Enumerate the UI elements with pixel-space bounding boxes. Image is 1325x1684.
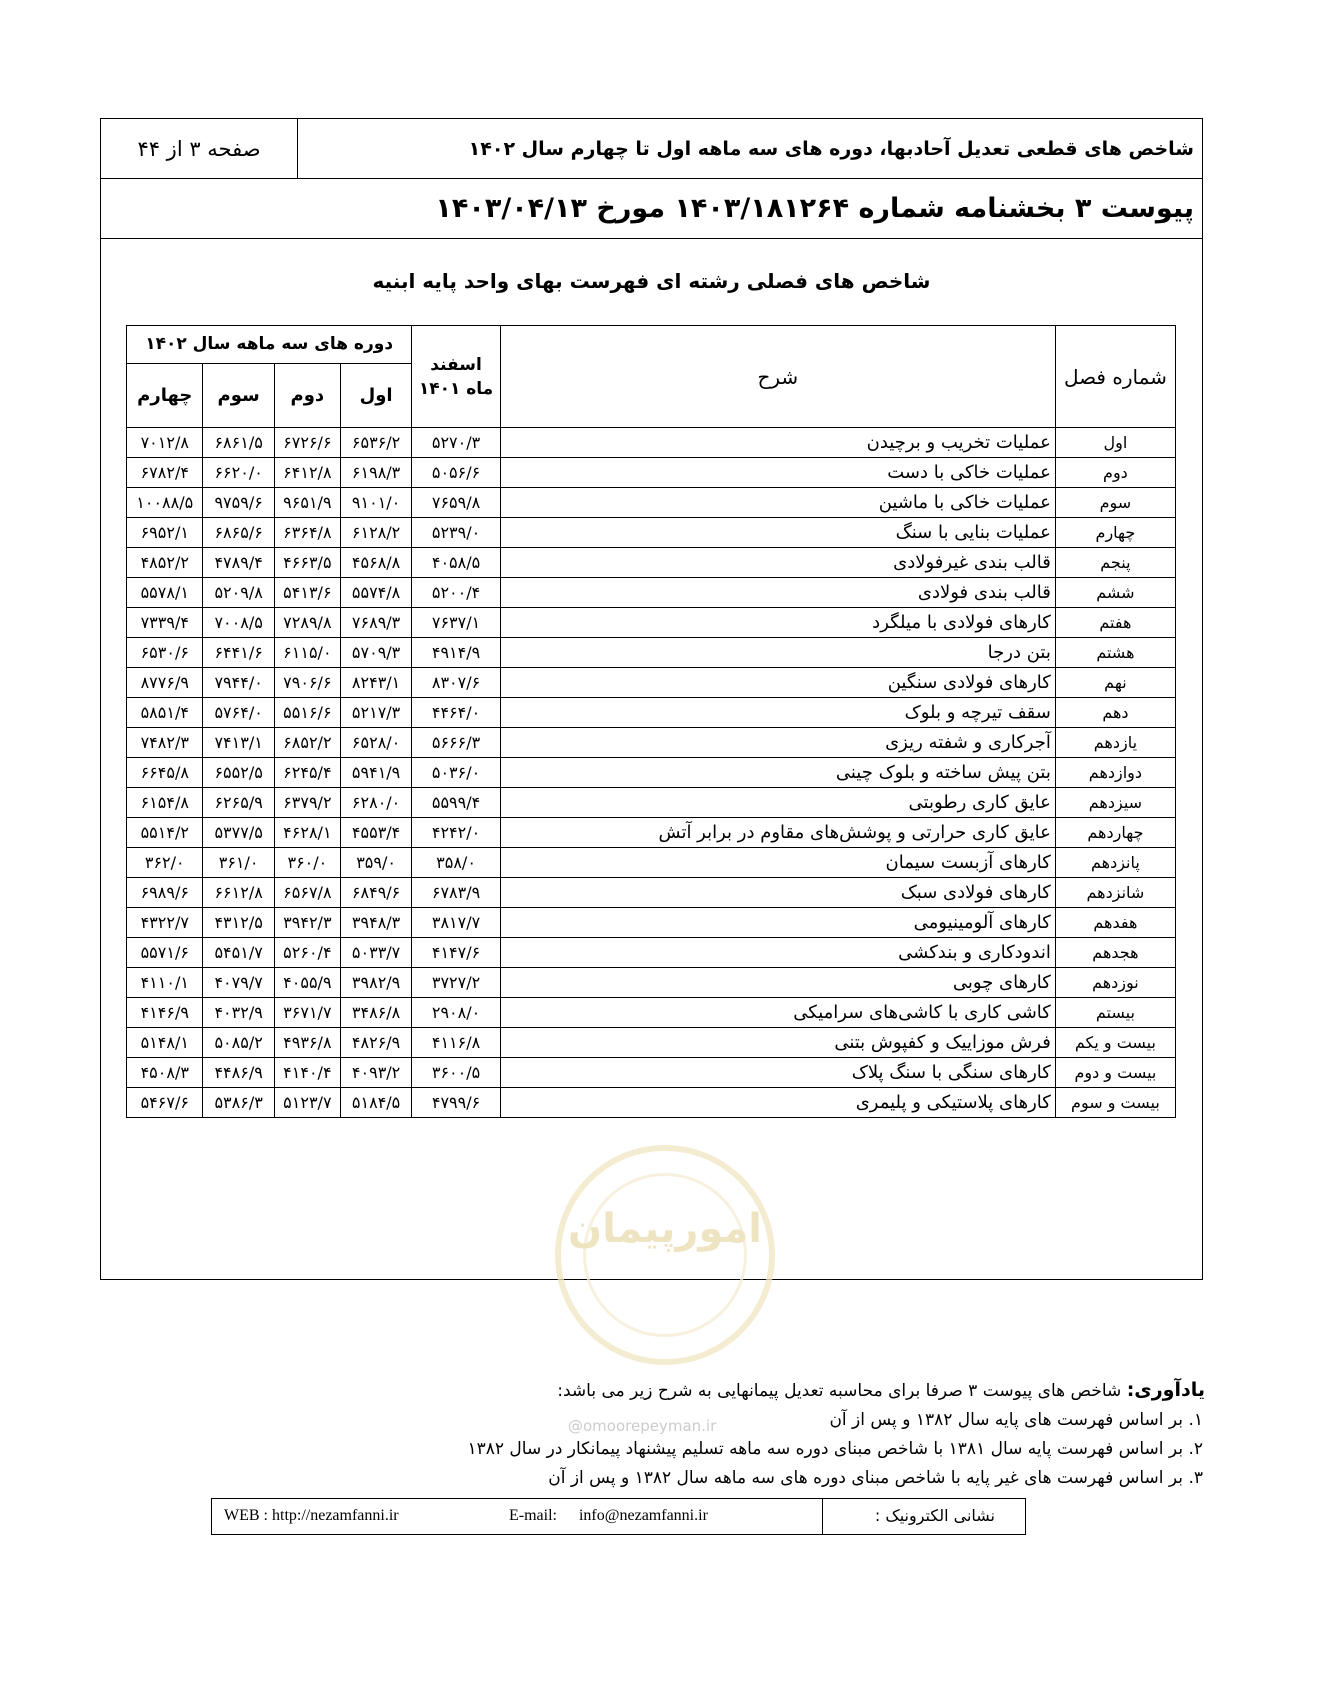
watermark-url: @omoorepeyman.ir (568, 1417, 717, 1435)
notes-intro: شاخص های پیوست ۳ صرفا برای محاسبه تعدیل پیمانهایی به شرح زیر می باشد: (557, 1381, 1127, 1401)
description-cell: آجرکاری و شفته ریزی (500, 728, 1055, 758)
chapter-cell: ششم (1055, 578, 1175, 608)
q4-value-cell: ۵۸۵۱/۴ (127, 698, 203, 728)
q4-value-cell: ۴۱۱۰/۱ (127, 968, 203, 998)
description-cell: کارهای فولادی با میلگرد (500, 608, 1055, 638)
base-value-cell: ۴۱۱۶/۸ (412, 1028, 501, 1058)
q2-value-cell: ۶۳۶۴/۸ (274, 518, 340, 548)
base-value-cell: ۳۵۸/۰ (412, 848, 501, 878)
note-item: ۳. بر اساس فهرست های غیر پایه با شاخص مبنای دوره های سه ماهه سال ۱۳۸۲ و پس از آن (548, 1468, 1203, 1488)
q3-value-cell: ۶۵۵۲/۵ (203, 758, 274, 788)
chapter-cell: سیزدهم (1055, 788, 1175, 818)
header-base-month: اسفند ماه ۱۴۰۱ (412, 326, 501, 428)
table-row (127, 848, 1176, 878)
q4-value-cell: ۴۱۴۶/۹ (127, 998, 203, 1028)
index-table (126, 325, 1176, 1118)
description-cell: کارهای آلومینیومی (500, 908, 1055, 938)
q1-value-cell: ۳۴۸۶/۸ (340, 998, 411, 1028)
q3-value-cell: ۵۳۸۶/۳ (203, 1088, 274, 1118)
footer-email-block (487, 1499, 708, 1533)
q1-value-cell: ۴۸۲۶/۹ (340, 1028, 411, 1058)
q1-value-cell: ۳۵۹/۰ (340, 848, 411, 878)
header-q2: دوم (274, 364, 340, 428)
chapter-cell: بیست و دوم (1055, 1058, 1175, 1088)
header-q4: چهارم (127, 364, 203, 428)
base-value-cell: ۴۱۴۷/۶ (412, 938, 501, 968)
table-title: شاخص های فصلی رشته ای فهرست بهای واحد پایه ابنیه (372, 269, 931, 293)
q4-value-cell: ۶۹۵۲/۱ (127, 518, 203, 548)
q1-value-cell: ۴۰۹۳/۲ (340, 1058, 411, 1088)
base-value-cell: ۴۲۴۲/۰ (412, 818, 501, 848)
table-row (127, 968, 1176, 998)
q1-value-cell: ۶۲۸۰/۰ (340, 788, 411, 818)
base-value-cell: ۴۹۱۴/۹ (412, 638, 501, 668)
q4-value-cell: ۶۶۴۵/۸ (127, 758, 203, 788)
description-cell: عملیات خاکی با ماشین (500, 488, 1055, 518)
q1-value-cell: ۹۱۰۱/۰ (340, 488, 411, 518)
chapter-cell: پنجم (1055, 548, 1175, 578)
q2-value-cell: ۵۵۱۶/۶ (274, 698, 340, 728)
header-q3: سوم (203, 364, 274, 428)
q2-value-cell: ۶۸۵۲/۲ (274, 728, 340, 758)
table-row (127, 428, 1176, 458)
table-row (127, 998, 1176, 1028)
description-cell: عایق کاری حرارتی و پوشش‌های مقاوم در برابر آتش (500, 818, 1055, 848)
q2-value-cell: ۴۰۵۵/۹ (274, 968, 340, 998)
q4-value-cell: ۵۵۷۱/۶ (127, 938, 203, 968)
base-value-cell: ۳۶۰۰/۵ (412, 1058, 501, 1088)
q2-value-cell: ۶۲۴۵/۴ (274, 758, 340, 788)
description-cell: کارهای پلاستیکی و پلیمری (500, 1088, 1055, 1118)
chapter-cell: بیست و یکم (1055, 1028, 1175, 1058)
chapter-cell: دهم (1055, 698, 1175, 728)
q4-value-cell: ۶۵۳۰/۶ (127, 638, 203, 668)
q1-value-cell: ۳۹۸۲/۹ (340, 968, 411, 998)
chapter-cell: هفدهم (1055, 908, 1175, 938)
q3-value-cell: ۶۶۲۰/۰ (203, 458, 274, 488)
q1-value-cell: ۶۱۲۸/۲ (340, 518, 411, 548)
base-value-cell: ۶۷۸۳/۹ (412, 878, 501, 908)
q3-value-cell: ۵۳۷۷/۵ (203, 818, 274, 848)
base-value-cell: ۵۵۹۹/۴ (412, 788, 501, 818)
description-cell: سقف تیرچه و بلوک (500, 698, 1055, 728)
watermark-logo-text: امورپیمان (568, 1206, 762, 1252)
description-cell: کارهای سنگی با سنگ پلاک (500, 1058, 1055, 1088)
table-row (127, 668, 1176, 698)
q1-value-cell: ۵۷۰۹/۳ (340, 638, 411, 668)
note-item: ۲. بر اساس فهرست پایه سال ۱۳۸۱ با شاخص مبنای دوره سه ماهه تسلیم پیشنهاد پیمانکار در سال ۱۳۸۲ (467, 1439, 1203, 1459)
chapter-cell: هشتم (1055, 638, 1175, 668)
q1-value-cell: ۷۶۸۹/۳ (340, 608, 411, 638)
table-row (127, 518, 1176, 548)
q3-value-cell: ۷۹۴۴/۰ (203, 668, 274, 698)
table-row (127, 488, 1176, 518)
description-cell: فرش موزاییک و کفپوش بتنی (500, 1028, 1055, 1058)
base-value-cell: ۵۲۷۰/۳ (412, 428, 501, 458)
table-row (127, 758, 1176, 788)
description-cell: عملیات بنایی با سنگ (500, 518, 1055, 548)
q4-value-cell: ۵۵۱۴/۲ (127, 818, 203, 848)
q1-value-cell: ۳۹۴۸/۳ (340, 908, 411, 938)
base-value-cell: ۷۶۵۹/۸ (412, 488, 501, 518)
q3-value-cell: ۶۴۴۱/۶ (203, 638, 274, 668)
q3-value-cell: ۶۸۶۱/۵ (203, 428, 274, 458)
q3-value-cell: ۶۲۶۵/۹ (203, 788, 274, 818)
footer-web[interactable]: WEB : http://nezamfanni.ir (224, 1507, 399, 1524)
q4-value-cell: ۶۹۸۹/۶ (127, 878, 203, 908)
q1-value-cell: ۵۱۸۴/۵ (340, 1088, 411, 1118)
q4-value-cell: ۳۶۲/۰ (127, 848, 203, 878)
q4-value-cell: ۱۰۰۸۸/۵ (127, 488, 203, 518)
table-row (127, 1028, 1176, 1058)
q3-value-cell: ۴۰۷۹/۷ (203, 968, 274, 998)
q4-value-cell: ۵۱۴۸/۱ (127, 1028, 203, 1058)
q3-value-cell: ۳۶۱/۰ (203, 848, 274, 878)
q3-value-cell: ۶۸۶۵/۶ (203, 518, 274, 548)
description-cell: قالب بندی غیرفولادی (500, 548, 1055, 578)
description-cell: عملیات خاکی با دست (500, 458, 1055, 488)
q2-value-cell: ۶۴۱۲/۸ (274, 458, 340, 488)
q1-value-cell: ۴۵۵۳/۴ (340, 818, 411, 848)
chapter-cell: بیستم (1055, 998, 1175, 1028)
q2-value-cell: ۵۴۱۳/۶ (274, 578, 340, 608)
q2-value-cell: ۴۶۶۳/۵ (274, 548, 340, 578)
footer-address-label: نشانی الکترونیک : (822, 1499, 1025, 1534)
q1-value-cell: ۶۸۴۹/۶ (340, 878, 411, 908)
base-value-cell: ۴۰۵۸/۵ (412, 548, 501, 578)
notes-heading: یادآوری: (1126, 1379, 1205, 1401)
chapter-cell: سوم (1055, 488, 1175, 518)
q4-value-cell: ۸۷۷۶/۹ (127, 668, 203, 698)
chapter-cell: چهارم (1055, 518, 1175, 548)
description-cell: کارهای آزبست سیمان (500, 848, 1055, 878)
circular-reference: پیوست ۳ بخشنامه شماره ۱۴۰۳/۱۸۱۲۶۴ مورخ ۱۴۰۳/۰۴/۱۳ (101, 179, 1202, 239)
q4-value-cell: ۷۴۸۲/۳ (127, 728, 203, 758)
base-value-cell: ۳۷۲۷/۲ (412, 968, 501, 998)
header-description: شرح (500, 326, 1055, 428)
chapter-cell: نوزدهم (1055, 968, 1175, 998)
q4-value-cell: ۴۸۵۲/۲ (127, 548, 203, 578)
table-row (127, 908, 1176, 938)
table-row (127, 788, 1176, 818)
chapter-cell: دوازدهم (1055, 758, 1175, 788)
q3-value-cell: ۴۳۱۲/۵ (203, 908, 274, 938)
base-value-cell: ۷۶۳۷/۱ (412, 608, 501, 638)
q1-value-cell: ۵۰۳۳/۷ (340, 938, 411, 968)
q2-value-cell: ۴۹۳۶/۸ (274, 1028, 340, 1058)
base-value-cell: ۵۰۵۶/۶ (412, 458, 501, 488)
q1-value-cell: ۴۵۶۸/۸ (340, 548, 411, 578)
table-row (127, 578, 1176, 608)
chapter-cell: هفتم (1055, 608, 1175, 638)
q2-value-cell: ۶۵۶۷/۸ (274, 878, 340, 908)
description-cell: قالب بندی فولادی (500, 578, 1055, 608)
q2-value-cell: ۴۱۴۰/۴ (274, 1058, 340, 1088)
header-q1: اول (340, 364, 411, 428)
table-row (127, 458, 1176, 488)
footer-email-label: E-mail: (509, 1507, 557, 1524)
table-row (127, 878, 1176, 908)
q3-value-cell: ۷۴۱۳/۱ (203, 728, 274, 758)
q2-value-cell: ۴۶۲۸/۱ (274, 818, 340, 848)
q1-value-cell: ۵۵۷۴/۸ (340, 578, 411, 608)
q2-value-cell: ۶۱۱۵/۰ (274, 638, 340, 668)
q2-value-cell: ۶۷۲۶/۶ (274, 428, 340, 458)
page-number: صفحه ۳ از ۴۴ (101, 119, 298, 178)
table-row (127, 548, 1176, 578)
chapter-cell: هجدهم (1055, 938, 1175, 968)
base-value-cell: ۴۷۹۹/۶ (412, 1088, 501, 1118)
chapter-cell: شانزدهم (1055, 878, 1175, 908)
notes-heading-line (305, 1376, 1205, 1406)
q4-value-cell: ۷۳۳۹/۴ (127, 608, 203, 638)
chapter-cell: بیست و سوم (1055, 1088, 1175, 1118)
chapter-cell: پانزدهم (1055, 848, 1175, 878)
base-value-cell: ۵۲۳۹/۰ (412, 518, 501, 548)
q2-value-cell: ۹۶۵۱/۹ (274, 488, 340, 518)
base-value-cell: ۵۲۰۰/۴ (412, 578, 501, 608)
q2-value-cell: ۵۱۲۳/۷ (274, 1088, 340, 1118)
q2-value-cell: ۶۳۷۹/۲ (274, 788, 340, 818)
q2-value-cell: ۵۲۶۰/۴ (274, 938, 340, 968)
q3-value-cell: ۵۲۰۹/۸ (203, 578, 274, 608)
chapter-cell: یازدهم (1055, 728, 1175, 758)
footer-contact (211, 1498, 1026, 1535)
q3-value-cell: ۵۴۵۱/۷ (203, 938, 274, 968)
q1-value-cell: ۵۹۴۱/۹ (340, 758, 411, 788)
base-value-cell: ۲۹۰۸/۰ (412, 998, 501, 1028)
base-value-cell: ۴۴۶۴/۰ (412, 698, 501, 728)
table-row (127, 938, 1176, 968)
q3-value-cell: ۵۷۶۴/۰ (203, 698, 274, 728)
header-quarter-group: دوره های سه ماهه سال ۱۴۰۲ (127, 326, 412, 364)
q2-value-cell: ۳۶۷۱/۷ (274, 998, 340, 1028)
chapter-cell: چهاردهم (1055, 818, 1175, 848)
table-row (127, 608, 1176, 638)
q1-value-cell: ۶۱۹۸/۳ (340, 458, 411, 488)
base-value-cell: ۵۶۶۶/۳ (412, 728, 501, 758)
q4-value-cell: ۵۴۶۷/۶ (127, 1088, 203, 1118)
chapter-cell: اول (1055, 428, 1175, 458)
description-cell: بتن پیش ساخته و بلوک چینی (500, 758, 1055, 788)
table-row (127, 728, 1176, 758)
table-row (127, 1058, 1176, 1088)
document-title: شاخص های قطعی تعدیل آحادبها، دوره های سه ماهه اول تا چهارم سال ۱۴۰۲ (468, 137, 1194, 160)
chapter-cell: نهم (1055, 668, 1175, 698)
q4-value-cell: ۷۰۱۲/۸ (127, 428, 203, 458)
description-cell: بتن درجا (500, 638, 1055, 668)
q4-value-cell: ۴۵۰۸/۳ (127, 1058, 203, 1088)
header-chapter: شماره فصل (1055, 326, 1175, 428)
q4-value-cell: ۶۱۵۴/۸ (127, 788, 203, 818)
q3-value-cell: ۴۰۳۲/۹ (203, 998, 274, 1028)
description-cell: کارهای فولادی سنگین (500, 668, 1055, 698)
q2-value-cell: ۷۹۰۶/۶ (274, 668, 340, 698)
description-cell: کاشی کاری با کاشی‌های سرامیکی (500, 998, 1055, 1028)
q1-value-cell: ۸۲۴۳/۱ (340, 668, 411, 698)
q4-value-cell: ۵۵۷۸/۱ (127, 578, 203, 608)
q1-value-cell: ۶۵۲۸/۰ (340, 728, 411, 758)
q4-value-cell: ۶۷۸۲/۴ (127, 458, 203, 488)
chapter-cell: دوم (1055, 458, 1175, 488)
header-row (101, 119, 1202, 179)
description-cell: اندودکاری و بندکشی (500, 938, 1055, 968)
q4-value-cell: ۴۳۲۲/۷ (127, 908, 203, 938)
footer-email[interactable]: info@nezamfanni.ir (578, 1507, 708, 1524)
q2-value-cell: ۷۲۸۹/۸ (274, 608, 340, 638)
base-value-cell: ۳۸۱۷/۷ (412, 908, 501, 938)
q3-value-cell: ۷۰۰۸/۵ (203, 608, 274, 638)
q3-value-cell: ۴۴۸۶/۹ (203, 1058, 274, 1088)
notes-section (305, 1376, 1205, 1493)
table-row (127, 698, 1176, 728)
q2-value-cell: ۳۶۰/۰ (274, 848, 340, 878)
description-cell: کارهای چوبی (500, 968, 1055, 998)
base-value-cell: ۵۰۳۶/۰ (412, 758, 501, 788)
q1-value-cell: ۶۵۳۶/۲ (340, 428, 411, 458)
watermark-logo (555, 1145, 775, 1365)
base-value-cell: ۸۳۰۷/۶ (412, 668, 501, 698)
table-row (127, 638, 1176, 668)
table-row (127, 1088, 1176, 1118)
q2-value-cell: ۳۹۴۲/۳ (274, 908, 340, 938)
q3-value-cell: ۹۷۵۹/۶ (203, 488, 274, 518)
description-cell: کارهای فولادی سبک (500, 878, 1055, 908)
q3-value-cell: ۵۰۸۵/۲ (203, 1028, 274, 1058)
q1-value-cell: ۵۲۱۷/۳ (340, 698, 411, 728)
description-cell: عایق کاری رطوبتی (500, 788, 1055, 818)
q3-value-cell: ۴۷۸۹/۴ (203, 548, 274, 578)
note-item: ۱. بر اساس فهرست های پایه سال ۱۳۸۲ و پس از آن (829, 1410, 1203, 1430)
description-cell: عملیات تخریب و برچیدن (500, 428, 1055, 458)
q3-value-cell: ۶۶۱۲/۸ (203, 878, 274, 908)
table-row (127, 818, 1176, 848)
